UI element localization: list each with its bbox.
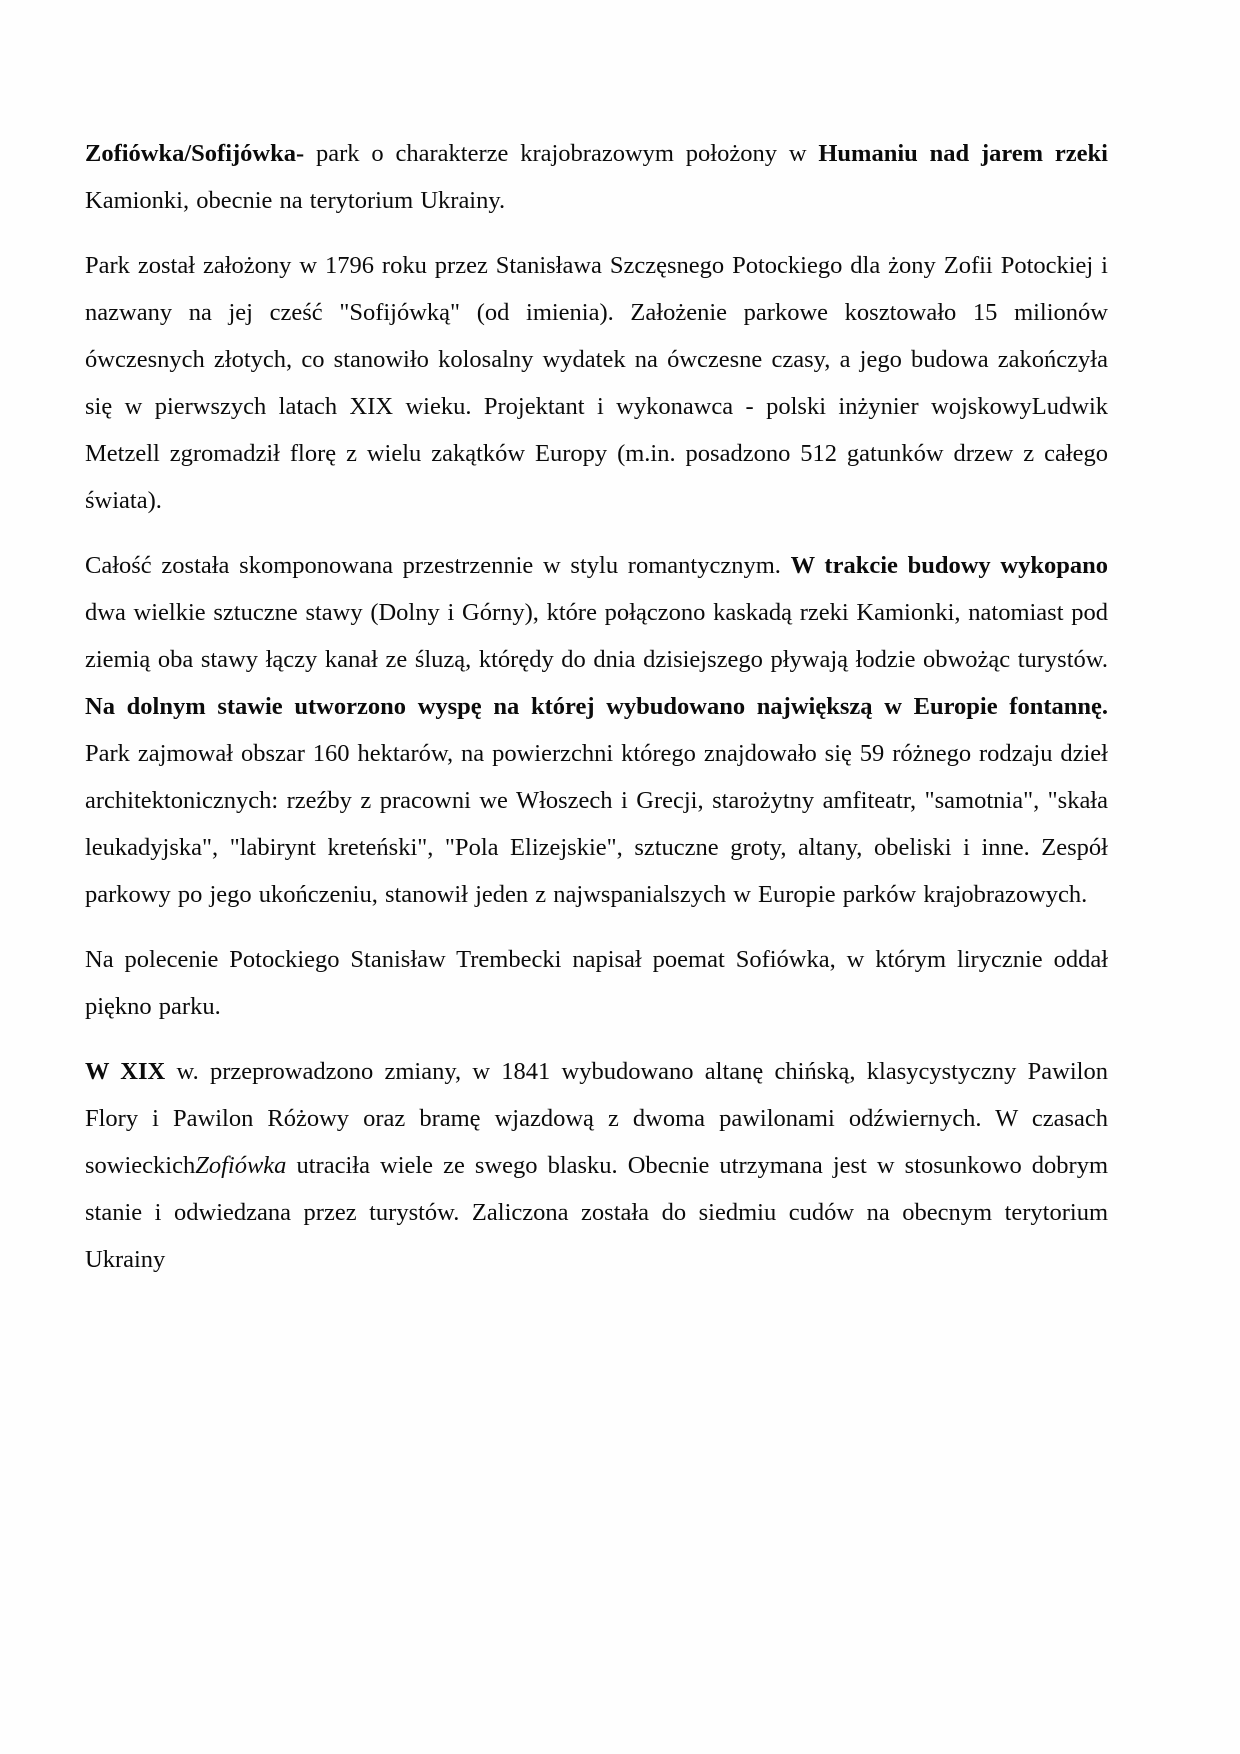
text-run-normal: park o charakterze krajobrazowym położony w xyxy=(304,140,819,167)
text-run-bold: W trakcie budowy wykopano xyxy=(790,552,1108,579)
text-run-bold: Humaniu nad jarem rzeki xyxy=(818,140,1108,167)
text-run-normal: Park został założony w 1796 roku przez Stanisława Szczęsnego Potockiego dla żony Zofii Potockiej i nazwany na jej cześć "Sofijówką" (od imienia). Założenie parkowe kosztowało 15 milionów ówczesnych złotych, co stanowiło kolosalny wydatek na ówczesne czasy, a jego budowa zakończyła się w pierwszych latach XIX wieku. Projektant i wykonawca - polski inżynier wojskowyLudwik Metzell zgromadził florę z wielu zakątków Europy (m.in. posadzono 512 gatunków drzew z całego świata). xyxy=(85,252,1108,514)
text-run-bold: W XIX xyxy=(85,1058,166,1085)
paragraph-1 xyxy=(85,130,1108,224)
text-run-bold: Na dolnym stawie utworzono wyspę na której wybudowano największą w Europie fontannę. xyxy=(85,693,1108,720)
document-body xyxy=(85,130,1108,1301)
text-run-normal: utraciła wiele ze swego blasku. Obecnie utrzymana jest w stosunkowo dobrym stanie i odwiedzana przez turystów. Zaliczona została do siedmiu cudów na obecnym terytorium Ukrainy xyxy=(85,1152,1108,1273)
paragraph-3 xyxy=(85,542,1108,918)
paragraph-2 xyxy=(85,242,1108,524)
text-run-normal: w. przeprowadzono zmiany, w 1841 wybudowano altanę chińską, klasycystyczny Pawilon Flory i Pawilon Różowy oraz bramę wjazdową z dwoma pawilonami odźwiernych. W czasach sowieckich xyxy=(85,1058,1108,1179)
paragraph-4 xyxy=(85,936,1108,1030)
text-run-normal: Całość została skomponowana przestrzennie w stylu romantycznym. xyxy=(85,552,791,579)
text-run-bold: Zofiówka/Sofijówka- xyxy=(85,140,305,167)
text-run-normal: dwa wielkie sztuczne stawy (Dolny i Górny), które połączono kaskadą rzeki Kamionki, natomiast pod ziemią oba stawy łączy kanał ze śluzą, którędy do dnia dzisiejszego pływają łodzie obwożąc turystów. xyxy=(85,599,1108,673)
paragraph-5 xyxy=(85,1048,1108,1283)
text-run-normal: Na polecenie Potockiego Stanisław Trembecki napisał poemat Sofiówka, w którym lirycznie oddał piękno parku. xyxy=(85,946,1108,1020)
text-run-normal: Kamionki, obecnie na terytorium Ukrainy. xyxy=(85,187,506,214)
text-run-normal: Park zajmował obszar 160 hektarów, na powierzchni którego znajdowało się 59 różnego rodzaju dzieł architektonicznych: rzeźby z pracowni we Włoszech i Grecji, starożytny amfiteatr, "samotnia", "skała leukadyjska", "labirynt kreteński", "Pola Elizejskie", sztuczne groty, altany, obeliski i inne. Zespół parkowy po jego ukończeniu, stanowił jeden z najwspanialszych w Europie parków krajobrazowych. xyxy=(85,740,1108,908)
text-run-italic: Zofiówka xyxy=(195,1152,287,1179)
